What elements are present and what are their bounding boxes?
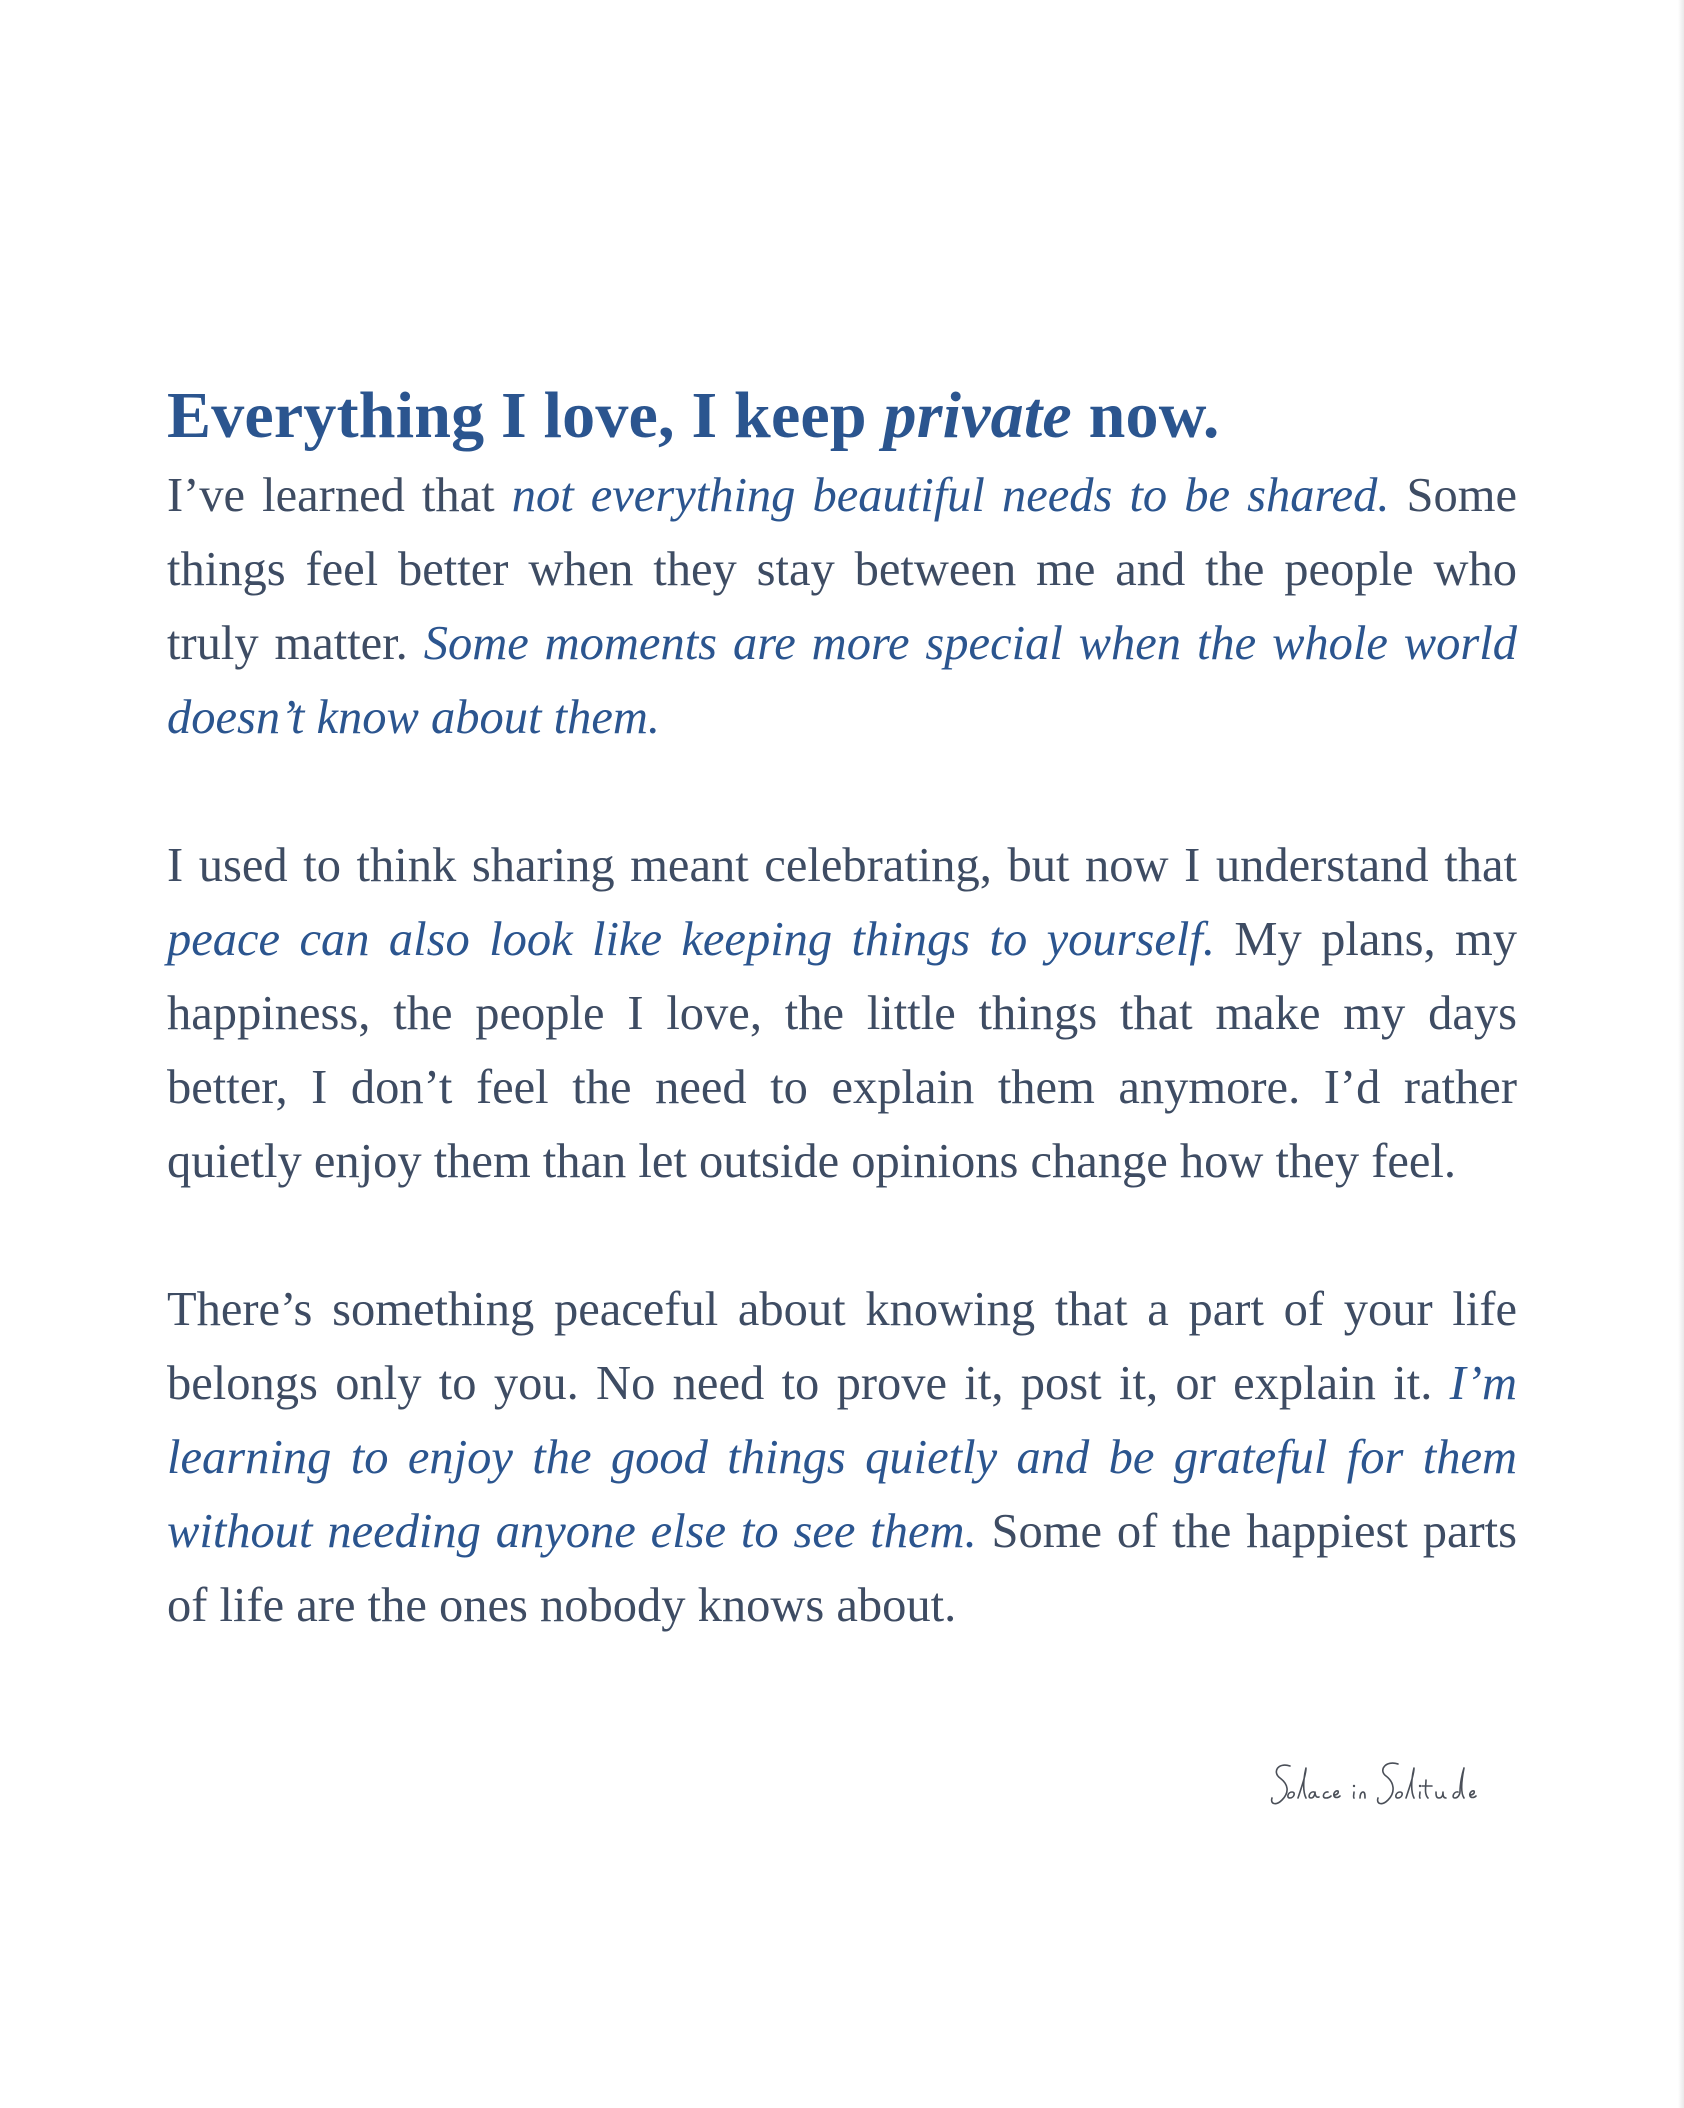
page-edge-shadow (1678, 0, 1684, 2108)
paragraph-segment: My plans, my happiness, the people I love, the little things that make my days better, I don’t feel the need to explain them anymore. I’d rather quietly enjoy them than let outside opinions change how they feel. (167, 912, 1517, 1188)
signature-script-icon (1268, 1752, 1508, 1822)
paragraph-segment: Some of the happiest parts of life are the ones nobody knows about. (167, 1504, 1518, 1632)
signature (1268, 1752, 1508, 1822)
document-title (167, 380, 1517, 453)
paragraph-1 (167, 459, 1517, 755)
paragraph-segment: I’ve learned that (167, 468, 512, 522)
paragraph-segment: There’s something peaceful about knowing that a part of your life belongs only to you. No need to prove it, post it, or explain it. (167, 1282, 1517, 1410)
paragraph-segment: Some things feel better when they stay between me and the people who truly matter. (167, 468, 1517, 670)
paragraph-emphasis: Some moments are more special when the whole world doesn’t know about them. (167, 616, 1517, 744)
paragraph-segment: I used to think sharing meant celebrating, but now I understand that (167, 838, 1517, 892)
paragraph-emphasis: not everything beautiful needs to be shared. (511, 468, 1390, 522)
title-text: Everything I love, I keep (167, 379, 884, 452)
paragraph-emphasis: peace can also look like keeping things to yourself. (167, 912, 1215, 966)
paragraph-3 (167, 1273, 1517, 1643)
document-page (167, 380, 1517, 1643)
title-emphasis: private (883, 379, 1072, 452)
paragraph-2 (167, 829, 1517, 1199)
title-text-end: now. (1071, 379, 1220, 452)
paragraph-emphasis: I’m learning to enjoy the good things quietly and be grateful for them without needing anyone else to see them. (167, 1356, 1517, 1558)
